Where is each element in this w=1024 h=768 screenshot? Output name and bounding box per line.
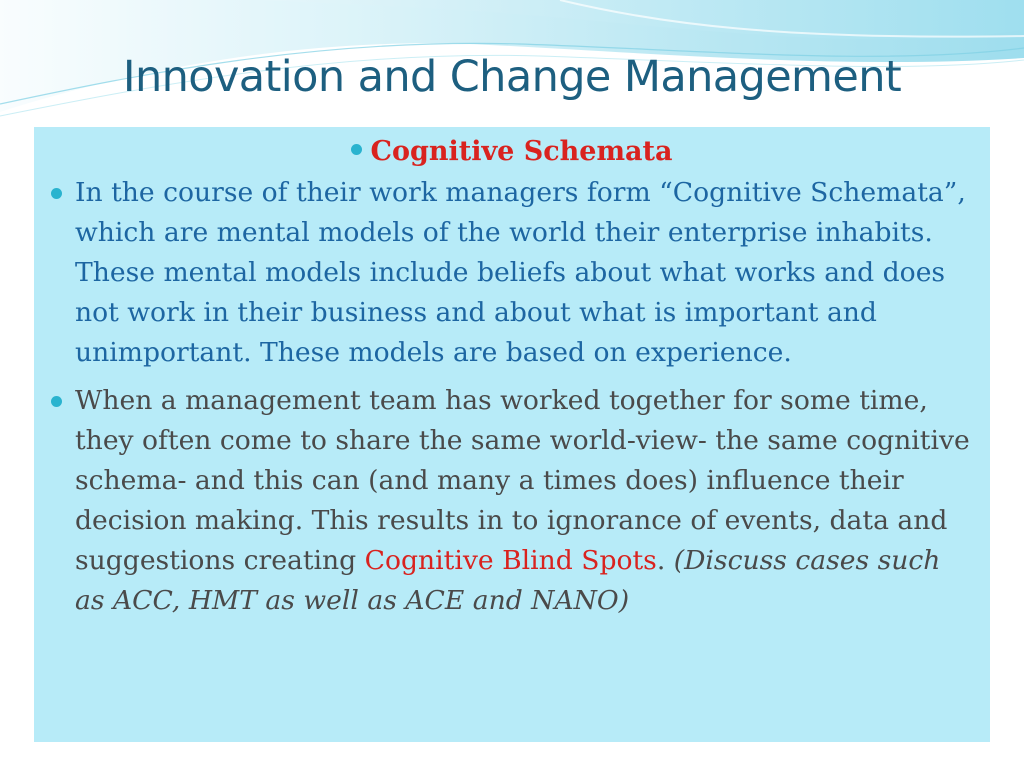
subheading [48, 135, 976, 169]
bullet-item-2 [48, 381, 976, 621]
subheading-label: Cognitive Schemata [370, 136, 673, 167]
highlight-text: Cognitive Blind Spots [364, 545, 657, 576]
bullet-text: In the course of their work managers form “Cognitive Schemata”, which are mental models of the world their enterprise inhabits. These mental models include beliefs about what works and does not work in their business and about what is important and unimportant. These models are based on experience. [75, 177, 966, 368]
bullet-item-1 [48, 173, 976, 373]
bullet-icon [51, 396, 62, 407]
bullet-icon [351, 144, 362, 155]
bullet-text: When a management team has worked together for some time, they often come to share the same world-view- the same cognitive schema- and this can (and many a times does) influence their decision making. This results in to ignorance of events, data and suggestions creating [75, 385, 970, 576]
content-box [34, 127, 990, 742]
bullet-text-after: . [656, 545, 674, 576]
slide-title: Innovation and Change Management [122, 52, 902, 102]
discussion-note: (Discuss cases such as ACC, HMT as well as ACE and NANO) [75, 545, 941, 616]
bullet-icon [51, 188, 62, 199]
